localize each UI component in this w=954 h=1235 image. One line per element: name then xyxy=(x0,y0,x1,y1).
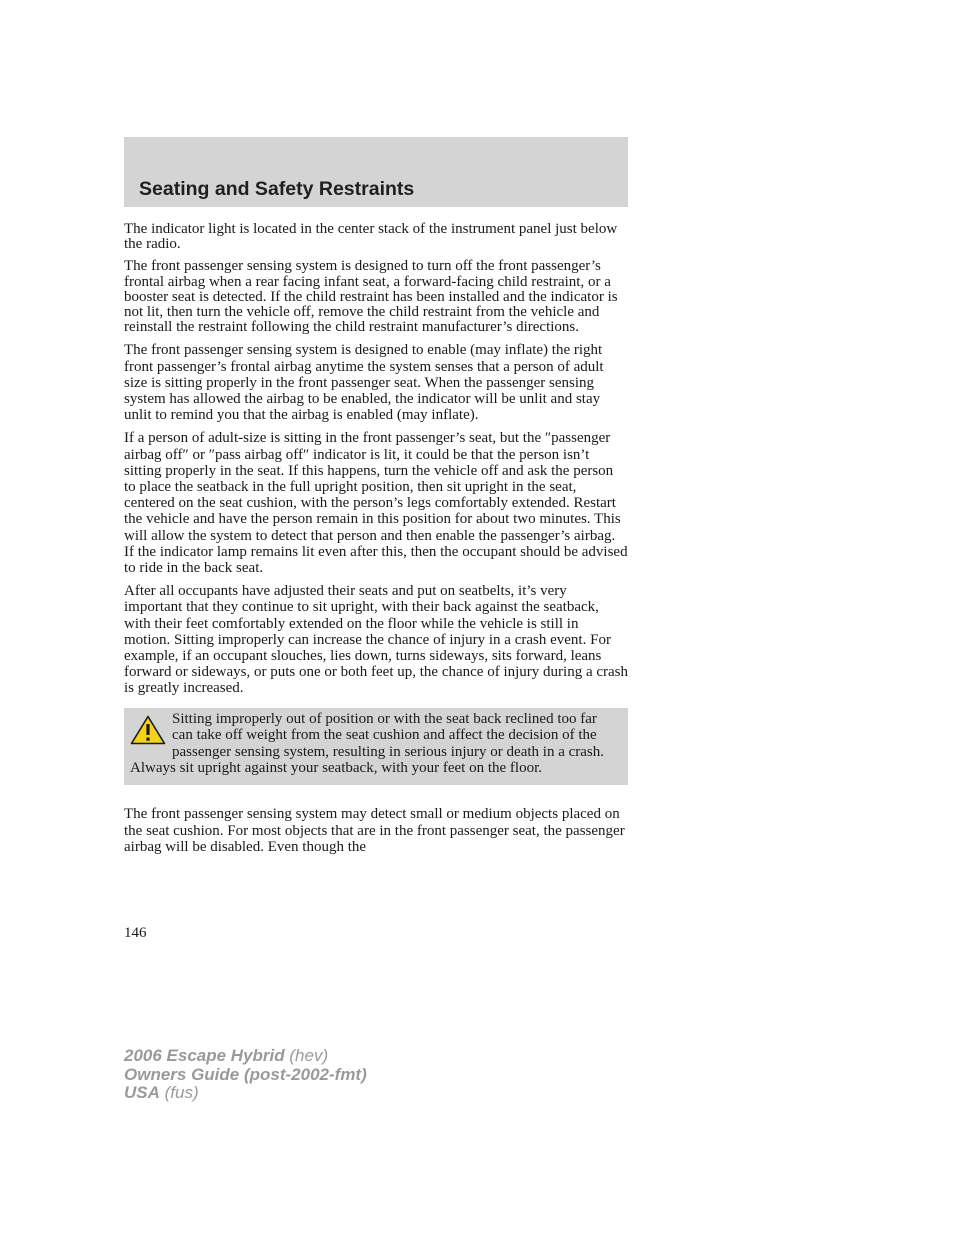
paragraph-small-objects: The front passenger sensing system may detect small or medium objects placed on the seat cushion. For most objects that are in the front passenger seat, the passenger airbag will be disabled. Even though the xyxy=(124,806,625,855)
footer-line-guide xyxy=(124,1066,367,1085)
warning-text: Sitting improperly out of position or with the seat back reclined too far can take off weight from the seat cushion and affect the decision of the passenger sensing system, resulting in serious injury or death in a crash. Always sit upright against your seatback, with your feet on the floor. xyxy=(130,710,604,776)
footer-model: 2006 Escape Hybrid xyxy=(124,1046,285,1065)
paragraph-adult-size: If a person of adult-size is sitting in the front passenger’s seat, but the ″passenger airbag off″ or ″pass airbag off″ indicator is lit, it could be that the person isn’t sitting properly in the seat. If this happens, turn the vehicle off and ask the person to place the seatback in the full upright position, then sit upright in the seat, centered on the seat cushion, with the person’s legs comfortably extended. Restart the vehicle and have the person remain in this position for about two minutes. This will allow the system to detect that person and then enable the passenger’s airbag. If the indicator lamp remains lit even after this, then the occupant should be advised to ride in the back seat. xyxy=(124,430,628,577)
warning-triangle-icon xyxy=(130,715,166,745)
section-title: Seating and Safety Restraints xyxy=(139,178,415,200)
paragraph-sensing-enable: The front passenger sensing system is designed to enable (may inflate) the right front passenger’s frontal airbag anytime the system senses that a person of adult size is sitting properly in the front passenger seat. When the passenger sensing system has allowed the airbag to be enabled, the indicator will be unlit and stay unlit to remind you that the airbag is enabled (may inflate). xyxy=(124,342,604,424)
footer-guide: Owners Guide (post-2002-fmt) xyxy=(124,1064,367,1084)
document-footer xyxy=(124,1047,367,1103)
section-header-band xyxy=(124,137,628,207)
paragraph-occupants-upright: After all occupants have adjusted their seats and put on seatbelts, it’s very important that they continue to sit upright, with their back against the seatback, with their feet comfortably extended on the floor while the vehicle is still in motion. Sitting improperly can increase the chance of injury in a crash event. For example, if an occupant slouches, lies down, turns sideways, sits forward, leans forward or sideways, or puts one or both feet up, the chance of injury during a crash is greatly increased. xyxy=(124,583,629,697)
paragraph-indicator-location: The indicator light is located in the center stack of the instrument panel just below the radio. xyxy=(124,221,618,253)
page-number: 146 xyxy=(124,925,147,941)
footer-model-code: (hev) xyxy=(289,1046,329,1065)
body-text xyxy=(124,222,628,862)
footer-market: USA xyxy=(124,1083,160,1102)
footer-line-model xyxy=(124,1047,367,1066)
warning-box xyxy=(124,708,628,786)
footer-market-code: (fus) xyxy=(164,1083,199,1102)
paragraph-sensing-turn-off: The front passenger sensing system is designed to turn off the front passenger’s frontal airbag when a rear facing infant seat, a forward-facing child restraint, or a booster seat is detected. If the child restraint has been installed and the indicator is not lit, then turn the vehicle off, remove the child restraint from the vehicle and reinstall the restraint following the child restraint manufacturer’s directions. xyxy=(124,258,618,336)
footer-line-market xyxy=(124,1084,367,1103)
